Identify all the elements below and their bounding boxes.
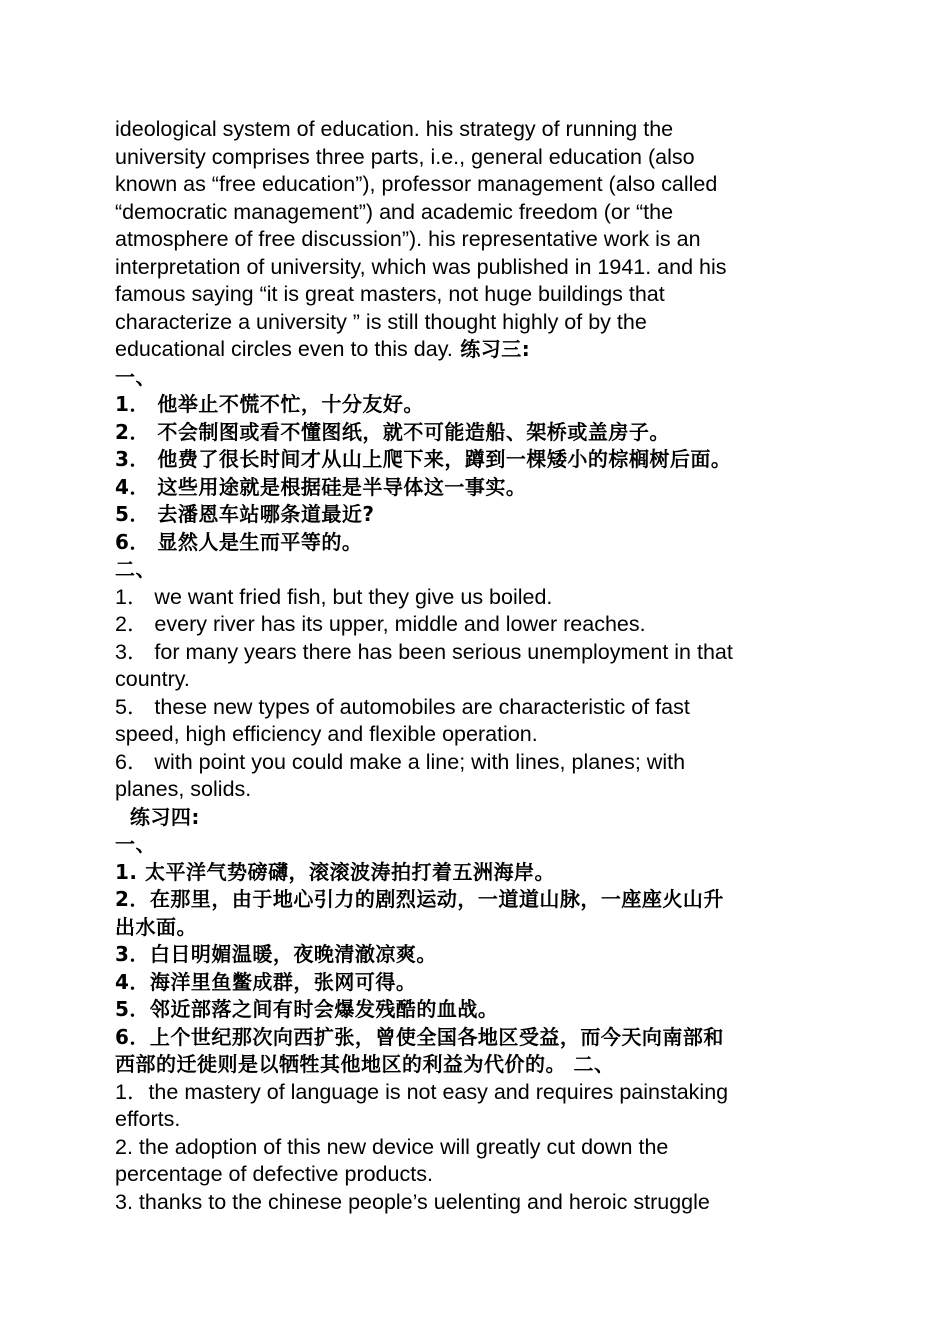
exercise4-translation-line: 1．the mastery of language is not easy and requires painstaking: [115, 1079, 729, 1104]
exercise4-item: 1. 太平洋气势磅礴，滚滚波涛拍打着五洲海岸。: [115, 859, 555, 884]
text-line: characterize a university ” is still thought highly of by the: [115, 309, 647, 334]
text-line: interpretation of university, which was published in 1941. and his: [115, 254, 727, 279]
text-line: atmosphere of free discussion”). his representative work is an: [115, 227, 701, 251]
exercise4-item: 2．在那里，由于地心引力的剧烈运动，一道道山脉，一座座火山升: [115, 887, 724, 911]
exercise3-item: 1． 他举止不慌不忙，十分友好。: [115, 392, 424, 416]
exercise4-section: [115, 804, 835, 1217]
text-line: ideological system of education. his strategy of running the: [115, 117, 674, 141]
exercise4-translation-line: 3. thanks to the chinese people’s uelenting and heroic struggle: [115, 1189, 710, 1214]
exercise4-item: 西部的迁徙则是以牺牲其他地区的利益为代价的。 二、: [115, 1052, 615, 1076]
exercise3-item: 6． 显然人是生而平等的。: [115, 529, 363, 554]
exercise3-translation-line: speed, high efficiency and flexible operation.: [115, 722, 538, 746]
text-line-with-heading: [115, 336, 835, 364]
text-line: university comprises three parts, i.e., general education (also: [115, 144, 695, 169]
exercise4-item: 4．海洋里鱼鳖成群，张网可得。: [115, 969, 417, 994]
text-line: famous saying “it is great masters, not huge buildings that: [115, 282, 665, 306]
exercise3-part2-marker: 二、: [115, 557, 156, 581]
exercise4-translation-line: percentage of defective products.: [115, 1162, 433, 1186]
intro-paragraph: [115, 116, 835, 364]
exercise3-item: 2． 不会制图或看不懂图纸，就不可能造船、架桥或盖房子。: [115, 419, 670, 444]
exercise4-translation-line: 2. the adoption of this new device will greatly cut down the: [115, 1134, 669, 1159]
exercise4-item: 5．邻近部落之间有时会爆发残酷的血战。: [115, 997, 499, 1021]
exercise3-translation-line: planes, solids.: [115, 777, 252, 801]
exercise3-item: 4． 这些用途就是根据硅是半导体这一事实。: [115, 474, 527, 499]
exercise3-translation-line: 3． for many years there has been serious unemployment in that: [115, 639, 733, 664]
text-segment: educational circles even to this day.: [115, 337, 453, 361]
document-page: [115, 116, 835, 1216]
exercise4-part1-marker: 一、: [115, 832, 156, 856]
exercise4-translation-line: efforts.: [115, 1107, 181, 1131]
exercise4-heading: 练习四:: [115, 804, 200, 829]
exercise3-section: [115, 364, 835, 804]
exercise3-item: 3． 他费了很长时间才从山上爬下来，蹲到一棵矮小的棕榈树后面。: [115, 447, 732, 471]
text-line: “democratic management”) and academic freedom (or “the: [115, 199, 674, 224]
exercise4-item: 6．上个世纪那次向西扩张，曾使全国各地区受益，而今天向南部和: [115, 1024, 724, 1049]
exercise4-item: 3．白日明媚温暖，夜晚清澈凉爽。: [115, 942, 437, 966]
exercise3-translation-line: 5． these new types of automobiles are characteristic of fast: [115, 694, 690, 719]
exercise3-part1-marker: 一、: [115, 364, 156, 389]
exercise3-translation-line: 1． we want fried fish, but they give us boiled.: [115, 584, 553, 609]
exercise3-translation-line: 6． with point you could make a line; with lines, planes; with: [115, 749, 686, 774]
exercise3-translation-line: 2． every river has its upper, middle and lower reaches.: [115, 612, 646, 636]
exercise3-translation-line: country.: [115, 667, 190, 691]
exercise4-item: 出水面。: [115, 914, 197, 939]
text-line: known as “free education”), professor management (also called: [115, 172, 718, 196]
exercise3-heading: 练习三:: [452, 337, 531, 361]
exercise3-item: 5． 去潘恩车站哪条道最近?: [115, 502, 375, 526]
